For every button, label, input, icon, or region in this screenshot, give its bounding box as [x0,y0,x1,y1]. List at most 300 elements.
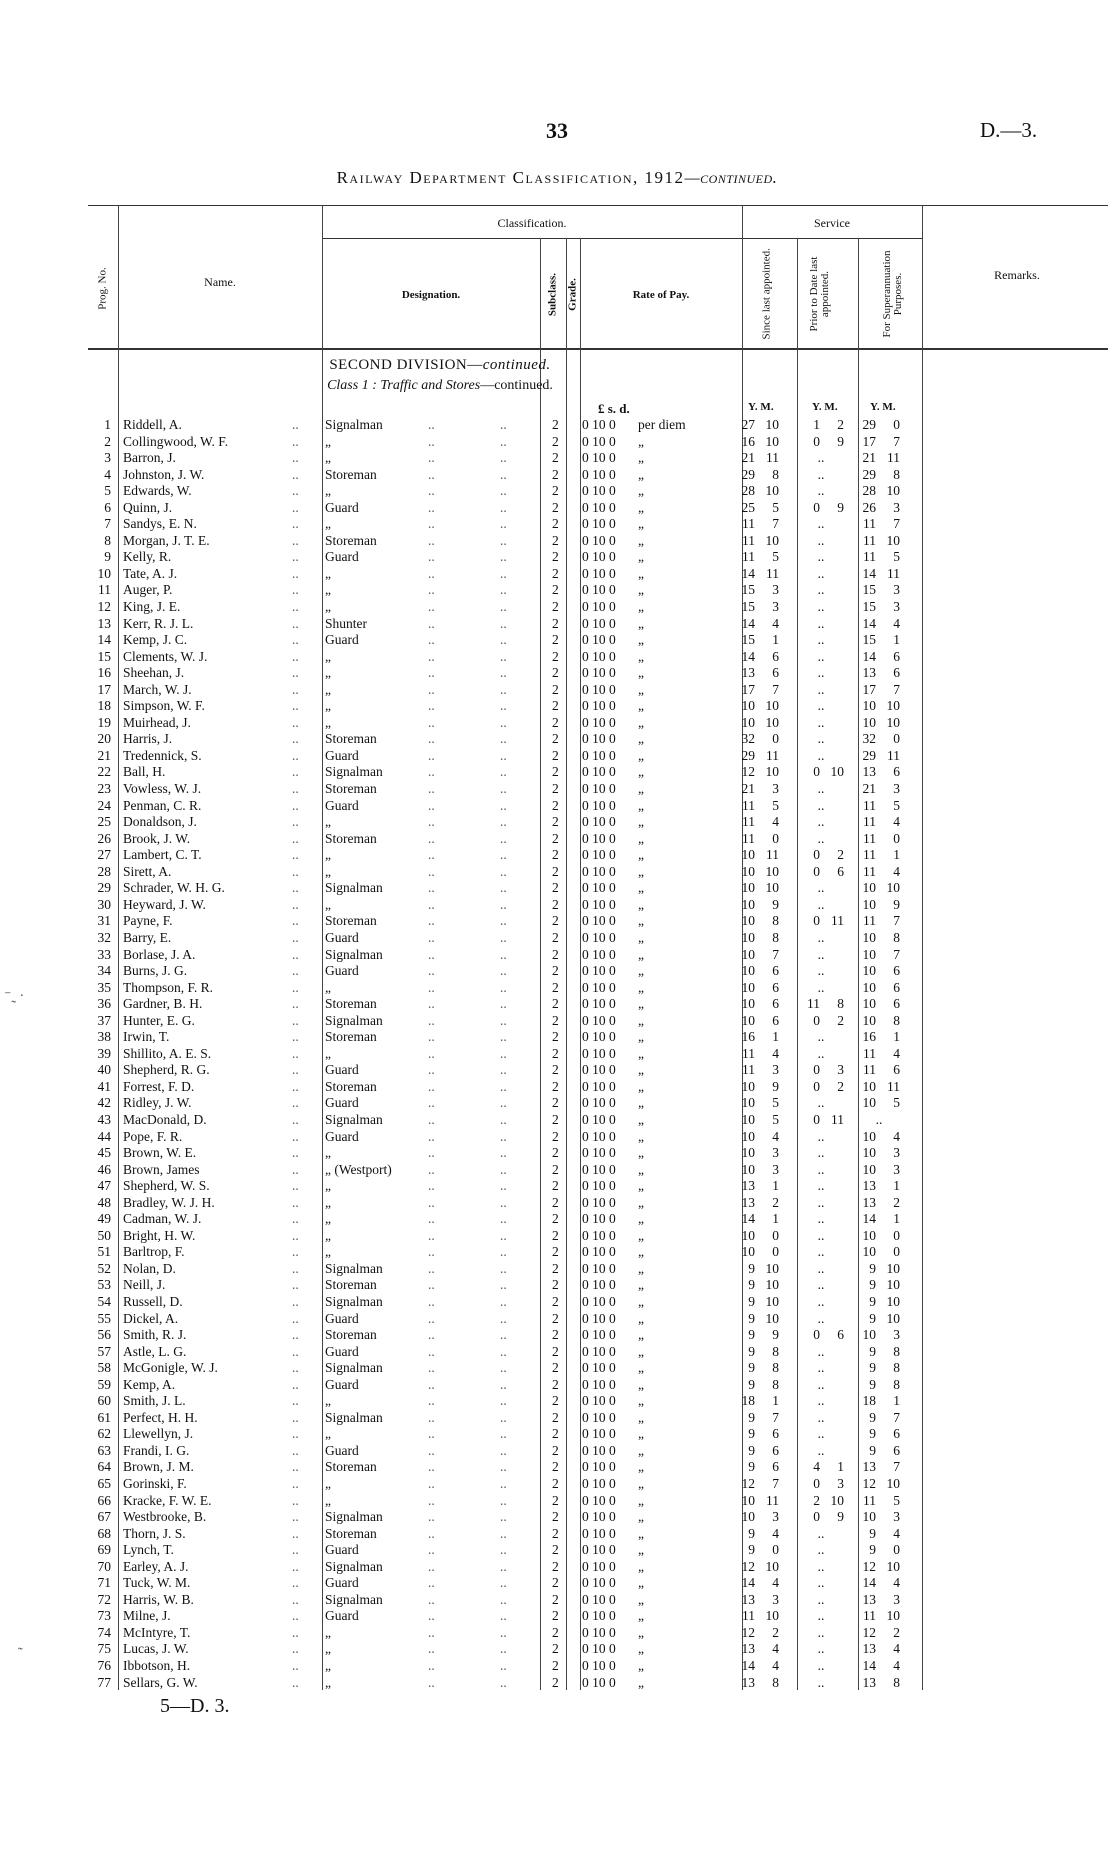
years-value: 10 [741,1095,755,1111]
designation-cell: Signalman [325,1012,383,1028]
leader-dots: .. [500,1178,507,1194]
years-value: 10 [741,1145,755,1161]
leader-dots: .. [292,516,299,532]
leader-dots: .. [292,996,299,1012]
grade-cell: 2 [552,582,559,598]
name-cell: Lambert, C. T. [123,847,202,863]
months-value: 2 [893,1624,900,1640]
leader-dots: .. [500,615,507,631]
leader-dots: .. [292,979,299,995]
months-value: 3 [772,1062,779,1078]
prior-cell: .. [817,714,825,730]
leader-dots: .. [428,565,435,581]
prior-cell: .. [817,516,825,532]
rate-cell: 0 10 0 [582,1624,616,1640]
grade-cell: 2 [552,1492,559,1508]
prog-no-cell: 62 [97,1426,111,1442]
designation-cell: Guard [325,1575,359,1591]
leader-dots: .. [500,698,507,714]
months-value: 5 [772,1111,779,1127]
rate-unit-cell: „ [638,1128,644,1144]
rate-unit-cell: „ [638,1178,644,1194]
rate-unit-cell: „ [638,1674,644,1690]
months-value: 6 [837,1327,844,1343]
months-value: 10 [765,433,779,449]
rate-cell: 0 10 0 [582,896,616,912]
leader-dots: .. [292,747,299,763]
header-name: Name. [204,275,236,289]
rate-cell: 0 10 0 [582,1293,616,1309]
leader-dots: .. [500,1211,507,1227]
years-value: 11 [863,814,876,830]
leader-dots: .. [500,1095,507,1111]
years-value: 11 [742,830,755,846]
designation-cell: „ [325,681,331,697]
name-cell: Collingwood, W. F. [123,433,229,449]
grade-cell: 2 [552,714,559,730]
prior-cell: .. [817,1293,825,1309]
leader-dots: .. [292,1624,299,1640]
months-value: 3 [893,1591,900,1607]
table-row [0,1377,940,1394]
months-value: 5 [772,499,779,515]
leader-dots: .. [428,698,435,714]
leader-dots: .. [428,1393,435,1409]
prog-no-cell: 55 [97,1310,111,1326]
leader-dots: .. [292,1194,299,1210]
leader-dots: .. [428,1509,435,1525]
leader-dots: .. [292,847,299,863]
prog-no-cell: 33 [97,946,111,962]
leader-dots: .. [500,1558,507,1574]
leader-dots: .. [292,1509,299,1525]
grade-cell: 2 [552,896,559,912]
months-value: 10 [830,1492,844,1508]
leader-dots: .. [292,1211,299,1227]
rate-unit-cell: „ [638,1360,644,1376]
grade-cell: 2 [552,1624,559,1640]
months-value: 10 [765,1558,779,1574]
leader-dots: .. [428,996,435,1012]
years-value: 9 [869,1442,876,1458]
leader-dots: .. [500,1244,507,1260]
months-value: 8 [772,1360,779,1376]
leader-dots: .. [500,516,507,532]
rate-unit-cell: „ [638,1608,644,1624]
years-value: 11 [863,1608,876,1624]
name-cell: Barron, J. [123,450,176,466]
leader-dots: .. [428,1426,435,1442]
rate-unit-cell: „ [638,1591,644,1607]
leader-dots: .. [428,417,435,432]
leader-dots: .. [428,1525,435,1541]
leader-dots: .. [500,979,507,995]
leader-dots: .. [428,714,435,730]
rate-unit-cell: „ [638,863,644,879]
name-cell: Brown, James [123,1161,200,1177]
rate-cell: 0 10 0 [582,1327,616,1343]
years-value: 12 [741,1558,755,1574]
years-value: 9 [869,1360,876,1376]
table-row [0,632,940,649]
rate-cell: 0 10 0 [582,1641,616,1657]
rate-cell: 0 10 0 [582,632,616,648]
rate-unit-cell: „ [638,565,644,581]
rate-cell: 0 10 0 [582,1161,616,1177]
name-cell: Sheehan, J. [123,665,185,681]
leader-dots: .. [500,1542,507,1558]
table-row [0,781,940,798]
leader-dots: .. [292,1095,299,1111]
months-value: 8 [893,466,900,482]
designation-cell: „ [325,1393,331,1409]
grade-cell: 2 [552,1376,559,1392]
leader-dots: .. [500,1029,507,1045]
leader-dots: .. [428,1260,435,1276]
years-value: 10 [862,1161,876,1177]
years-value: 11 [863,830,876,846]
years-value: 10 [862,1145,876,1161]
prog-no-cell: 14 [97,632,111,648]
years-value: 10 [741,1161,755,1177]
rate-unit-cell: „ [638,929,644,945]
rate-cell: 0 10 0 [582,1525,616,1541]
name-cell: Pope, F. R. [123,1128,183,1144]
years-value: 10 [741,1128,755,1144]
table-row [0,1344,940,1361]
table-row [0,500,940,517]
rate-cell: 0 10 0 [582,599,616,615]
grade-cell: 2 [552,1012,559,1028]
months-value: 8 [893,1012,900,1028]
months-value: 6 [772,1426,779,1442]
name-cell: Russell, D. [123,1293,183,1309]
grade-cell: 2 [552,863,559,879]
rate-cell: 0 10 0 [582,1343,616,1359]
years-value: 10 [741,963,755,979]
document-reference: D.—3. [980,118,1038,142]
prior-cell: .. [817,450,825,466]
leader-dots: .. [500,1409,507,1425]
years-value: 10 [741,996,755,1012]
leader-dots: .. [428,797,435,813]
years-value: 11 [863,1045,876,1061]
months-value: 10 [765,1260,779,1276]
rate-cell: 0 10 0 [582,996,616,1012]
leader-dots: .. [292,797,299,813]
table-row [0,1211,940,1228]
months-value: 2 [837,847,844,863]
years-value: 21 [741,781,755,797]
years-value: 10 [862,714,876,730]
prog-no-cell: 6 [104,499,111,515]
leader-dots: .. [500,1194,507,1210]
years-value: 14 [862,615,876,631]
prior-cell: .. [817,797,825,813]
table-row [0,1327,940,1344]
years-value: 13 [862,1674,876,1690]
years-value: 9 [748,1327,755,1343]
leader-dots: .. [428,1658,435,1674]
months-value: 10 [765,714,779,730]
designation-cell: Storeman [325,731,377,747]
table-top-rule [88,205,1108,206]
leader-dots: .. [428,880,435,896]
prog-no-cell: 12 [97,599,111,615]
leader-dots: .. [500,1260,507,1276]
grade-cell: 2 [552,1409,559,1425]
grade-cell: 2 [552,1145,559,1161]
months-value: 3 [772,599,779,615]
header-grade: Grade. [566,278,579,311]
rate-cell: 0 10 0 [582,880,616,896]
grade-cell: 2 [552,450,559,466]
months-value: 8 [772,1674,779,1690]
prior-cell: .. [817,747,825,763]
prog-no-cell: 73 [97,1608,111,1624]
years-value: 10 [741,1012,755,1028]
months-value: 10 [886,1608,900,1624]
prior-cell: .. [817,1260,825,1276]
name-cell: Ridley, J. W. [123,1095,192,1111]
grade-cell: 2 [552,1343,559,1359]
leader-dots: .. [500,747,507,763]
leader-dots: .. [428,963,435,979]
rate-unit-cell: „ [638,648,644,664]
rate-cell: 0 10 0 [582,483,616,499]
name-cell: Milne, J. [123,1608,171,1624]
leader-dots: .. [500,532,507,548]
prior-cell: .. [817,1178,825,1194]
years-value: 21 [862,450,876,466]
grade-cell: 2 [552,1161,559,1177]
leader-dots: .. [292,1360,299,1376]
years-value: 28 [741,483,755,499]
prior-cell: .. [817,929,825,945]
leader-dots: .. [500,731,507,747]
designation-cell: „ [325,714,331,730]
years-value: 10 [741,847,755,863]
leader-dots: .. [500,963,507,979]
table-row [0,533,940,550]
years-value: 11 [863,913,876,929]
rate-cell: 0 10 0 [582,648,616,664]
years-value: 12 [741,764,755,780]
designation-cell: „ [325,665,331,681]
name-cell: Thorn, J. S. [123,1525,186,1541]
prog-no-cell: 2 [104,433,111,449]
rate-cell: 0 10 0 [582,1128,616,1144]
prog-no-cell: 63 [97,1442,111,1458]
designation-cell: Storeman [325,466,377,482]
leader-dots: .. [292,450,299,466]
months-value: 1 [772,1178,779,1194]
designation-cell: Storeman [325,532,377,548]
months-value: 6 [893,1442,900,1458]
designation-cell: Signalman [325,1111,383,1127]
prog-no-cell: 50 [97,1227,111,1243]
rate-cell: 0 10 0 [582,929,616,945]
months-value: 10 [765,698,779,714]
designation-cell: Shunter [325,615,367,631]
leader-dots: .. [292,417,299,432]
table-row [0,1294,940,1311]
leader-dots: .. [428,979,435,995]
table-row [0,980,940,997]
rate-unit-cell: „ [638,1442,644,1458]
months-value: 3 [772,1509,779,1525]
grade-cell: 2 [552,1442,559,1458]
prog-no-cell: 5 [104,483,111,499]
rate-cell: 0 10 0 [582,1376,616,1392]
leader-dots: .. [500,714,507,730]
super-cell: .. [875,1111,883,1127]
rate-unit-cell: „ [638,1095,644,1111]
table-row [0,847,940,864]
prog-no-cell: 43 [97,1111,111,1127]
years-value: 11 [742,516,755,532]
prior-cell: .. [817,1409,825,1425]
grade-cell: 2 [552,1327,559,1343]
leader-dots: .. [500,632,507,648]
prior-cell: .. [817,549,825,565]
years-value: 10 [741,714,755,730]
grade-cell: 2 [552,1111,559,1127]
table-row [0,1228,940,1245]
leader-dots: .. [428,1045,435,1061]
months-value: 10 [886,1293,900,1309]
grade-cell: 2 [552,1674,559,1690]
rate-unit-cell: „ [638,532,644,548]
years-value: 13 [741,1591,755,1607]
prior-cell: .. [817,731,825,747]
prior-cell: .. [817,681,825,697]
prior-cell: .. [817,599,825,615]
grade-cell: 2 [552,615,559,631]
prior-cell: .. [817,1558,825,1574]
leader-dots: .. [428,1459,435,1475]
table-row [0,1029,940,1046]
years-value: 14 [741,615,755,631]
table-row [0,1112,940,1129]
years-value: 10 [862,946,876,962]
table-row [0,417,940,434]
prog-no-cell: 54 [97,1293,111,1309]
designation-cell: Guard [325,1095,359,1111]
prior-cell: .. [817,963,825,979]
years-value: 11 [742,1062,755,1078]
leader-dots: .. [292,1244,299,1260]
leader-dots: .. [500,1393,507,1409]
months-value: 3 [893,1327,900,1343]
years-value: 11 [863,847,876,863]
months-value: 1 [772,1029,779,1045]
leader-dots: .. [500,1045,507,1061]
prior-cell: .. [817,979,825,995]
rate-cell: 0 10 0 [582,1277,616,1293]
header-remarks: Remarks. [994,268,1040,282]
years-value: 10 [862,963,876,979]
months-value: 10 [886,880,900,896]
prior-cell: .. [817,565,825,581]
table-row [0,963,940,980]
years-value: 10 [862,1509,876,1525]
grade-cell: 2 [552,880,559,896]
leader-dots: .. [500,797,507,813]
years-value: 9 [748,1426,755,1442]
division-name: SECOND DIVISION— [329,357,483,373]
leader-dots: .. [428,1442,435,1458]
rate-unit-cell: „ [638,1310,644,1326]
months-value: 4 [893,863,900,879]
months-value: 9 [837,1509,844,1525]
years-value: 10 [741,896,755,912]
class-label: Class 1 : Traffic and Stores [327,378,481,393]
leader-dots: .. [500,648,507,664]
months-value: 4 [893,1575,900,1591]
rate-cell: 0 10 0 [582,797,616,813]
page-title [0,168,1114,188]
months-value: 6 [893,996,900,1012]
prog-no-cell: 4 [104,466,111,482]
leader-dots: .. [292,814,299,830]
grade-cell: 2 [552,632,559,648]
grade-cell: 2 [552,1227,559,1243]
class-heading [0,378,880,394]
rate-cell: 0 10 0 [582,963,616,979]
years-value: 10 [862,1244,876,1260]
name-cell: Brown, W. E. [123,1145,197,1161]
rate-unit-cell: „ [638,1393,644,1409]
prog-no-cell: 48 [97,1194,111,1210]
rate-cell: 0 10 0 [582,466,616,482]
prog-no-cell: 56 [97,1327,111,1343]
table-row [0,616,940,633]
designation-cell: „ [325,1211,331,1227]
leader-dots: .. [500,913,507,929]
leader-dots: .. [500,1277,507,1293]
leader-dots: .. [428,896,435,912]
months-value: 2 [772,1194,779,1210]
months-value: 2 [837,417,844,432]
months-value: 3 [772,1591,779,1607]
months-value: 7 [772,1409,779,1425]
table-row [0,1311,940,1328]
leader-dots: .. [428,450,435,466]
table-row [0,1625,940,1642]
header-subclass: Subclass. [546,272,559,317]
leader-dots: .. [292,1641,299,1657]
months-value: 1 [772,1211,779,1227]
leader-dots: .. [428,814,435,830]
years-value: 14 [862,1658,876,1674]
table-row [0,1526,940,1543]
leader-dots: .. [500,1575,507,1591]
rate-cell: 0 10 0 [582,781,616,797]
rate-cell: 0 10 0 [582,863,616,879]
name-cell: King, J. E. [123,599,181,615]
months-value: 10 [765,417,779,432]
rate-cell: 0 10 0 [582,1442,616,1458]
years-value: 9 [748,1459,755,1475]
leader-dots: .. [428,830,435,846]
leader-dots: .. [500,830,507,846]
rate-cell: 0 10 0 [582,549,616,565]
prog-no-cell: 69 [97,1542,111,1558]
table-row [0,1509,940,1526]
prog-no-cell: 23 [97,781,111,797]
designation-cell: Signalman [325,880,383,896]
